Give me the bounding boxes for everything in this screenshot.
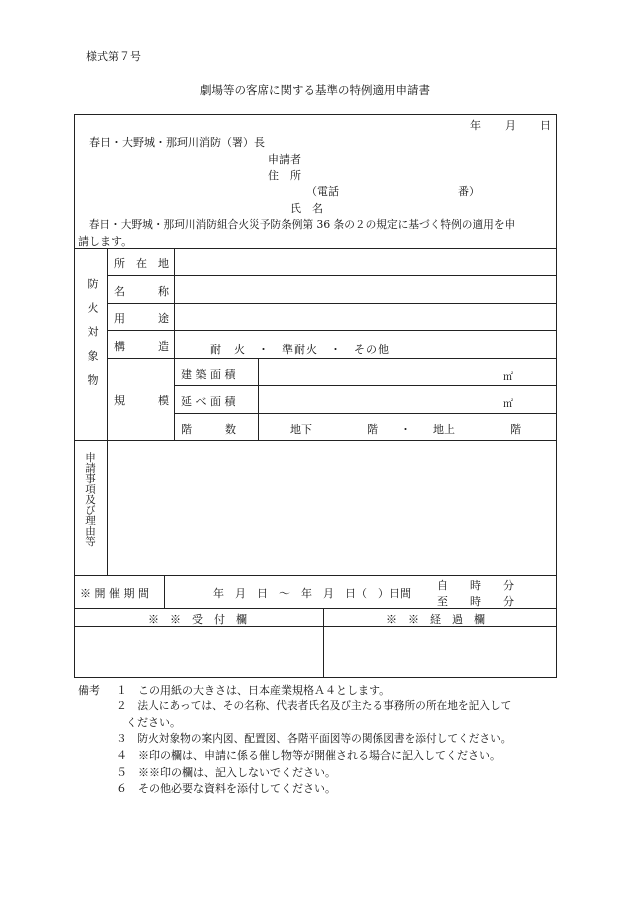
building-area-unit: ㎡ [503, 372, 513, 383]
progress-label: ※ ※ 経 過 欄 [386, 613, 485, 626]
note-item: ５ ※※印の欄は、記入しないでください。 [116, 766, 336, 779]
phone-open: （電話 [306, 185, 339, 198]
structure-options: 耐 火 ・ 準耐火 ・ その他 [210, 343, 390, 356]
notes-label: 備考 [78, 684, 100, 697]
phone-close: 番） [458, 185, 480, 198]
body-text-line2: 請します。 [78, 235, 133, 248]
note-item: ６ その他必要な資料を添付してください。 [116, 782, 336, 795]
time-from: 自 時 分 [437, 579, 514, 592]
note-item: ４ ※印の欄は、申請に係る催し物等が開催される場合に記入してください。 [116, 749, 501, 762]
request-label: 申請事項及び理由等 [84, 452, 96, 547]
name-field-label: 名 称 [114, 285, 169, 298]
time-to: 至 時 分 [437, 595, 514, 608]
reception-label: ※ ※ 受 付 欄 [148, 613, 247, 626]
floor-area-label: 延 べ 面 積 [181, 395, 236, 408]
address-label: 住 所 [268, 169, 301, 182]
date-day: 日 [540, 119, 551, 132]
body-text-line1: 春日・大野城・那珂川消防組合火災予防条例第 36 条の２の規定に基づく特例の適用を申 [78, 218, 516, 231]
scale-label: 規 模 [114, 394, 169, 407]
building-area-label: 建 築 面 積 [181, 368, 236, 381]
location-label: 所 在 地 [114, 257, 169, 270]
note-item: ください。 [126, 716, 181, 729]
floors-value: 地下 階 ・ 地上 階 [290, 423, 521, 436]
note-item: １ この用紙の大きさは、日本産業規格Ａ４とします。 [116, 684, 391, 697]
period-dates: 年 月 日 〜 年 月 日（ ）日間 [213, 587, 411, 600]
floor-area-unit: ㎡ [503, 399, 513, 410]
addressee: 春日・大野城・那珂川消防（署）長 [89, 136, 265, 149]
floors-label: 階 数 [181, 423, 236, 436]
page-title: 劇場等の客席に関する基準の特例適用申請書 [200, 83, 430, 97]
use-label: 用 途 [114, 312, 169, 325]
structure-label: 構 造 [114, 340, 169, 353]
period-label: ※ 開 催 期 間 [80, 587, 149, 600]
form-number: 様式第７号 [86, 50, 141, 63]
note-item: ３ 防火対象物の案内図、配置図、各階平面図等の関係図書を添付してください。 [116, 732, 512, 745]
date-year: 年 [470, 119, 481, 132]
applicant-label: 申請者 [268, 153, 301, 166]
note-item: ２ 法人にあっては、その名称、代表者氏名及び主たる事務所の所在地を記入して [116, 699, 512, 712]
date-month: 月 [505, 119, 516, 132]
name-label: 氏 名 [290, 202, 323, 215]
section-label-target: 防火対象物 [86, 278, 99, 398]
